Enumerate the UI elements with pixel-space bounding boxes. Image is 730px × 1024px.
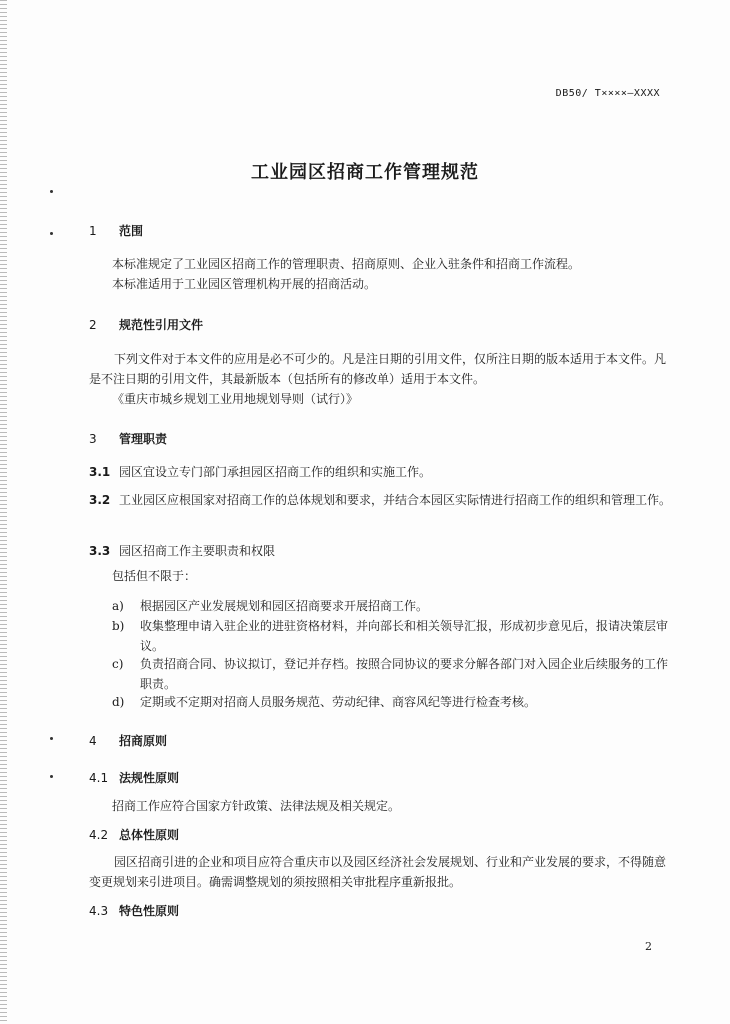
list-text: 负责招商合同、协议拟订，登记并存档。按照合同协议的要求分解各部门对入园企业后续服务的工作职责。 bbox=[140, 657, 669, 691]
clause-title: 法规性原则 bbox=[119, 771, 180, 785]
clause-4-3-heading bbox=[89, 902, 179, 919]
clause-title: 总体性原则 bbox=[119, 828, 180, 842]
clause-number: 4.3 bbox=[89, 904, 109, 918]
clause-3-3-heading bbox=[89, 542, 275, 559]
scan-dot bbox=[50, 775, 53, 778]
clause-4-1-text: 招商工作应符合国家方针政策、法律法规及相关规定。 bbox=[112, 799, 401, 813]
document-code: DB50/ T××××—XXXX bbox=[555, 88, 660, 99]
list-item bbox=[112, 596, 672, 616]
list-item bbox=[112, 692, 672, 712]
section-2-reference: 《重庆市城乡规划工业用地规划导则（试行）》 bbox=[112, 392, 359, 406]
list-marker: d) bbox=[112, 695, 125, 709]
list-marker: c) bbox=[112, 657, 124, 671]
section-number: 2 bbox=[89, 318, 97, 332]
document-title: 工业园区招商工作管理规范 bbox=[251, 162, 479, 183]
list-item bbox=[112, 616, 672, 656]
clause-number: 3.1 bbox=[89, 465, 111, 479]
clause-3-1 bbox=[89, 462, 671, 482]
list-text: 定期或不定期对招商人员服务规范、劳动纪律、商容风纪等进行检查考核。 bbox=[140, 695, 537, 709]
section-4-heading bbox=[89, 732, 167, 749]
clause-4-2-heading bbox=[89, 826, 179, 843]
clause-4-2-text: 园区招商引进的企业和项目应符合重庆市以及园区经济社会发展规划、行业和产业发展的要求，不得随意变更规划来引进项目。确需调整规划的须按照相关审批程序重新报批。 bbox=[89, 855, 667, 889]
section-number: 3 bbox=[89, 432, 97, 446]
scan-dot bbox=[50, 190, 53, 193]
clause-number: 3.2 bbox=[89, 493, 111, 507]
section-2-paragraph-1: 下列文件对于本文件的应用是必不可少的。凡是注日期的引用文件，仅所注日期的版本适用于本文件。凡是不注日期的引用文件，其最新版本（包括所有的修改单）适用于本文件。 bbox=[89, 352, 667, 386]
scan-edge bbox=[0, 0, 7, 1024]
section-title: 管理职责 bbox=[119, 432, 168, 446]
section-title: 招商原则 bbox=[119, 734, 168, 748]
list-marker: b) bbox=[112, 619, 125, 633]
clause-4-1-heading bbox=[89, 769, 179, 786]
section-3-heading bbox=[89, 430, 167, 447]
section-1-paragraph-1: 本标准规定了工业园区招商工作的管理职责、招商原则、企业入驻条件和招商工作流程。 bbox=[112, 257, 581, 271]
scan-dot bbox=[50, 737, 53, 740]
section-2-heading bbox=[89, 316, 203, 333]
scan-dot bbox=[50, 232, 53, 235]
section-number: 1 bbox=[89, 224, 97, 238]
clause-number: 4.2 bbox=[89, 828, 109, 842]
clause-title: 园区招商工作主要职责和权限 bbox=[119, 544, 276, 558]
clause-3-3-intro: 包括但不限于： bbox=[112, 569, 197, 583]
clause-text: 园区宜设立专门部门承担园区招商工作的组织和实施工作。 bbox=[119, 465, 432, 479]
list-marker: a) bbox=[112, 599, 124, 613]
clause-number: 3.3 bbox=[89, 544, 111, 558]
section-title: 范围 bbox=[119, 224, 144, 238]
page-number: 2 bbox=[645, 940, 652, 953]
section-number: 4 bbox=[89, 734, 97, 748]
clause-text: 工业园区应根国家对招商工作的总体规划和要求，并结合本园区实际情进行招商工作的组织和管理工作。 bbox=[119, 493, 672, 507]
list-text: 根据园区产业发展规划和园区招商要求开展招商工作。 bbox=[140, 599, 429, 613]
clause-title: 特色性原则 bbox=[119, 904, 180, 918]
section-title: 规范性引用文件 bbox=[119, 318, 204, 332]
list-item bbox=[112, 654, 672, 694]
clause-number: 4.1 bbox=[89, 771, 109, 785]
clause-3-2 bbox=[89, 490, 671, 510]
list-text: 收集整理申请入驻企业的进驻资格材料，并向部长和相关领导汇报，形成初步意见后，报请决策层审议。 bbox=[140, 619, 669, 653]
section-1-heading bbox=[89, 222, 143, 239]
section-1-paragraph-2: 本标准适用于工业园区管理机构开展的招商活动。 bbox=[112, 277, 377, 291]
